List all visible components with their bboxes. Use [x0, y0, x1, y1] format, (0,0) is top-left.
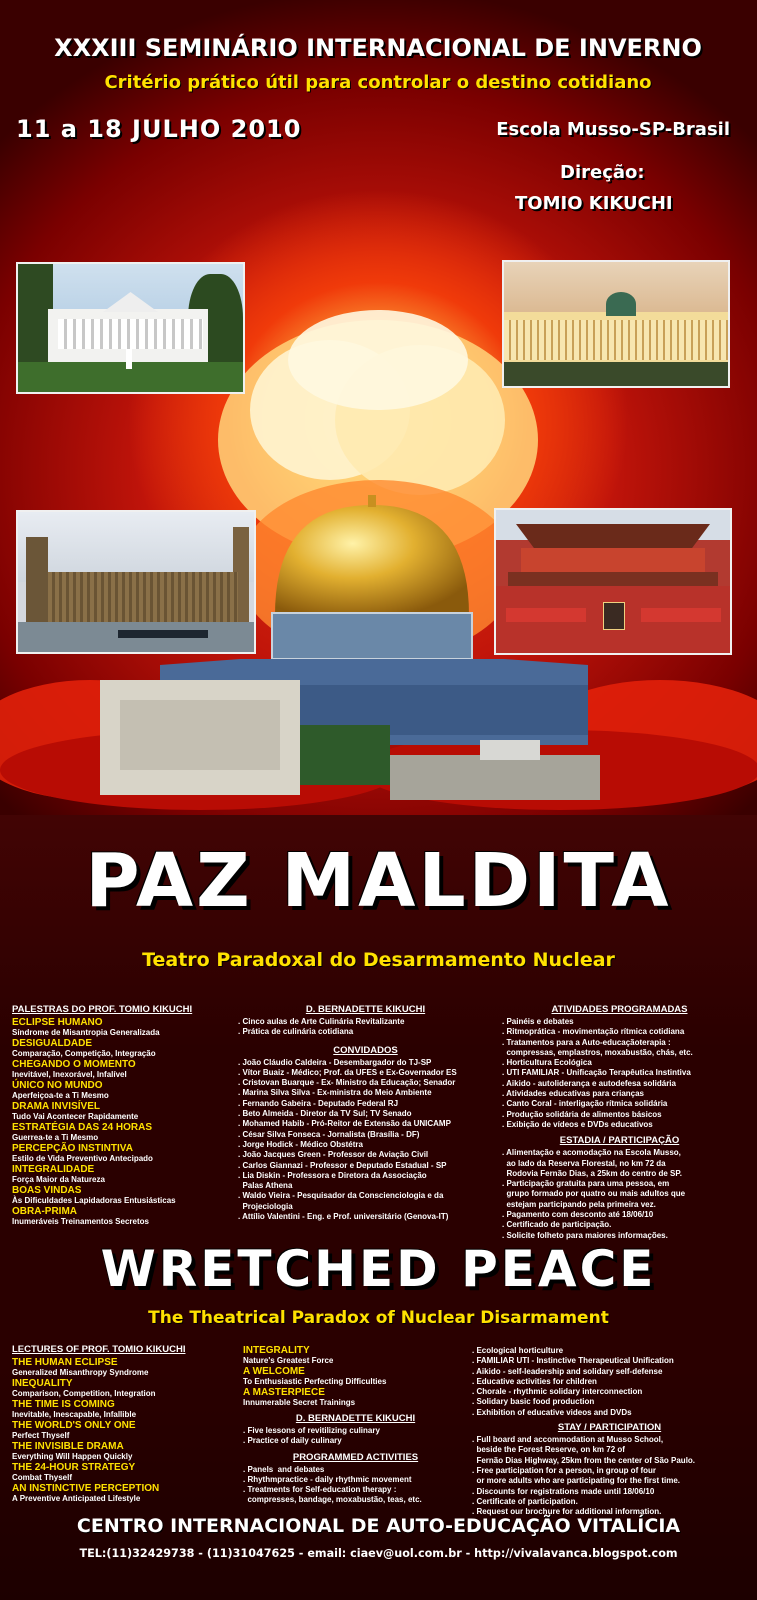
lecture-title: THE WORLD'S ONLY ONE — [12, 1420, 136, 1431]
list-item: . Treatments for Self-education therapy : — [243, 1485, 397, 1495]
event-location: Escola Musso-SP-Brasil — [496, 119, 730, 140]
lecture-title: DRAMA INVISÍVEL — [12, 1101, 100, 1112]
lecture-description: Às Dificuldades Lapidadoras Entusiásticas — [12, 1196, 176, 1205]
list-item: . Marina Silva Silva - Ex-ministra do Meio Ambiente — [238, 1088, 432, 1098]
lecture-description: Comparison, Competition, Integration — [12, 1389, 156, 1398]
lecture-description: Combat Thyself — [12, 1473, 73, 1482]
list-item: . Certificado de participação. — [502, 1220, 612, 1230]
list-item: . Exhibition of educative videos and DVDs — [472, 1407, 632, 1417]
list-item: . Exibição de vídeos e DVDs educativos — [502, 1119, 653, 1129]
director-name: TOMIO KIKUCHI — [515, 193, 673, 214]
list-item: . Atividades educativas para crianças — [502, 1089, 644, 1099]
dome-of-the-rock-illustration — [100, 495, 610, 805]
list-item: . Request our brochure for additional information. — [472, 1507, 662, 1517]
pt-guests-heading: CONVIDADOS — [333, 1044, 398, 1056]
list-item: . Practice of daily culinary — [243, 1436, 342, 1446]
seminar-title: XXXIII SEMINÁRIO INTERNACIONAL DE INVERNO — [54, 34, 702, 62]
en-stay-heading: STAY / PARTICIPATION — [557, 1422, 662, 1434]
list-item: compressas, emplastros, moxabustão, chás, etc. — [502, 1047, 693, 1057]
lecture-title: INTEGRALITY — [243, 1345, 310, 1356]
en-bernadette-list — [243, 1426, 468, 1447]
list-item: . Certificate of participation. — [472, 1496, 578, 1506]
lecture-description: Inevitable, Inescapable, Infallible — [12, 1410, 137, 1419]
footer-contact: TEL:(11)32429738 - (11)31047625 - email: ciaev@uol.com.br - http://vivalavanca.blogspot.com — [79, 1547, 678, 1560]
kremlin-palace-photo — [502, 260, 730, 388]
list-item: . Prática de culinária cotidiana — [238, 1027, 354, 1037]
pt-lectures-list — [12, 1017, 240, 1227]
list-item: . Aikido - autoliderança e autodefesa solidária — [502, 1078, 676, 1088]
list-item: . Cristovan Buarque - Ex- Ministro da Educação; Senador — [238, 1078, 456, 1088]
list-item: . César Silva Fonseca - Jornalista (Brasília - DF) — [238, 1129, 420, 1139]
list-item: . Solicite folheto para maiores informações. — [502, 1230, 668, 1240]
list-item: . João Cláudio Caldeira - Desembargador do TJ-SP — [238, 1057, 432, 1067]
list-item: Projeciologia — [238, 1201, 293, 1211]
list-item: . Rhythmpractice - daily rhythmic movement — [243, 1474, 412, 1484]
pt-bernadette-list — [238, 1017, 493, 1038]
seminar-subtitle: Critério prático útil para controlar o destino cotidiano — [104, 72, 652, 93]
list-item: . Five lessons of revitilizing culinary — [243, 1426, 380, 1435]
pt-guests-list — [238, 1058, 493, 1223]
lecture-description: Innumerable Secret Trainings — [243, 1398, 356, 1407]
lecture-description: Síndrome de Misantropia Generalizada — [12, 1028, 160, 1037]
list-item: compresses, bandage, moxabustão, teas, etc. — [243, 1495, 422, 1505]
lecture-title: INEQUALITY — [12, 1378, 73, 1389]
lecture-title: ÚNICO NO MUNDO — [12, 1080, 103, 1091]
lecture-description: Força Maior da Natureza — [12, 1175, 105, 1184]
lecture-title: ESTRATÉGIA DAS 24 HORAS — [12, 1122, 153, 1133]
list-item: . UTI FAMILIAR - Unificação Terapêutica Instintiva — [502, 1068, 691, 1078]
list-item: . João Jacques Green - Professor de Aviação Civil — [238, 1150, 429, 1160]
en-lectures2-list — [243, 1345, 468, 1408]
list-item: . Participação gratuita para uma pessoa, em — [502, 1179, 670, 1189]
lecture-description: Everything Will Happen Quickly — [12, 1452, 133, 1461]
event-dates: 11 a 18 JULHO 2010 — [16, 115, 302, 143]
list-item: . FAMILIAR UTI - Instinctive Therapeutical Unification — [472, 1356, 674, 1366]
lecture-title: THE 24-HOUR STRATEGY — [12, 1462, 136, 1473]
subtitle-pt: Teatro Paradoxal do Desarmamento Nuclear — [142, 949, 615, 971]
pt-bernadette-heading: D. BERNADETTE KIKUCHI — [305, 1004, 426, 1015]
list-item: . Mohamed Habib - Pró-Reitor de Extensão da UNICAMP — [238, 1119, 451, 1129]
white-house-photo — [16, 262, 245, 394]
lecture-title: A MASTERPIECE — [243, 1387, 325, 1398]
lecture-title: DESIGUALDADE — [12, 1038, 93, 1049]
lecture-description: Inevitável, Inexorável, Infalível — [12, 1070, 127, 1079]
lecture-description: Estilo de Vida Preventivo Antecipado — [12, 1154, 153, 1163]
subtitle-en: The Theatrical Paradox of Nuclear Disarmament — [148, 1308, 609, 1328]
lecture-title: THE HUMAN ECLIPSE — [12, 1357, 118, 1368]
pt-bernadette-column — [238, 1003, 493, 1222]
en-activities-column — [472, 1346, 747, 1517]
lecture-description: Tudo Vai Acontecer Rapidamente — [12, 1112, 139, 1121]
lecture-description: Comparação, Competição, Integração — [12, 1049, 156, 1058]
list-item: . Discounts for registrations made until 18/06/10 — [472, 1486, 655, 1496]
list-item: . Alimentação e acomodação na Escola Musso, — [502, 1148, 681, 1158]
title-en: WRETCHED PEACE — [100, 1240, 657, 1298]
lecture-title: INTEGRALIDADE — [12, 1164, 95, 1175]
lecture-title: BOAS VINDAS — [12, 1185, 82, 1196]
lecture-title: OBRA-PRIMA — [12, 1206, 77, 1217]
list-item: . Carlos Giannazi - Professor e Deputado Estadual - SP — [238, 1160, 447, 1170]
lecture-title: ECLIPSE HUMANO — [12, 1017, 103, 1028]
list-item: Palas Athena — [238, 1181, 293, 1191]
list-item: . Educative activities for children — [472, 1376, 597, 1386]
list-item: . Horticultura Ecológica — [502, 1058, 592, 1068]
list-item: Fernão Dias Highway, 25km from the center of São Paulo. — [472, 1455, 696, 1465]
lecture-title: AN INSTINCTIVE PERCEPTION — [12, 1483, 160, 1494]
list-item: . Ritmoprática - movimentação rítmica cotidiana — [502, 1027, 685, 1037]
lecture-description: Generalized Misanthropy Syndrome — [12, 1368, 149, 1377]
list-item: beside the Forest Reserve, on km 72 of — [472, 1445, 625, 1455]
list-item: . Ecological horticulture — [472, 1346, 564, 1355]
list-item: estejam participando pela primeira vez. — [502, 1199, 656, 1209]
en-lectures-heading: LECTURES OF PROF. TOMIO KIKUCHI — [12, 1344, 186, 1355]
lecture-description: Guerrea-te a Ti Mesmo — [12, 1133, 99, 1142]
list-item: . Tratamentos para a Auto-educaçãoterapia : — [502, 1037, 671, 1047]
direction-label: Direção: — [560, 162, 645, 183]
en-lectures-column — [12, 1343, 237, 1504]
lecture-title: CHEGANDO O MOMENTO — [12, 1059, 136, 1070]
lecture-description: Aperfeiçoa-te a Ti Mesmo — [12, 1091, 109, 1100]
pt-stay-heading: ESTADIA / PARTICIPAÇÃO — [559, 1135, 680, 1147]
en-programmed-list — [243, 1465, 468, 1506]
list-item: . Cinco aulas de Arte Culinária Revitalizante — [238, 1017, 405, 1026]
en-programmed-heading: PROGRAMMED ACTIVITIES — [292, 1451, 419, 1463]
list-item: . Chorale - rhythmic solidary interconnection — [472, 1387, 643, 1397]
list-item: . Vítor Buaiz - Médico; Prof. da UFES e Ex-Governador ES — [238, 1067, 457, 1077]
list-item: . Lia Diskin - Professora e Diretora da Associação — [238, 1170, 427, 1180]
lecture-description: Nature's Greatest Force — [243, 1356, 334, 1365]
en-middle-column — [243, 1345, 468, 1506]
list-item: . Attílio Valentini - Eng. e Prof. universitário (Genova-IT) — [238, 1212, 449, 1222]
list-item: . Aikido - self-leadership and solidary self-defense — [472, 1366, 663, 1376]
pt-stay-list — [502, 1148, 737, 1241]
list-item: Rodovia Fernão Dias, a 25km do centro de SP. — [502, 1168, 682, 1178]
list-item: . Painéis e debates — [502, 1017, 574, 1026]
pt-activities-list — [502, 1017, 737, 1130]
lecture-title: PERCEPÇÃO INSTINTIVA — [12, 1143, 133, 1154]
list-item: . Canto Coral - interligação rítmica solidária — [502, 1099, 668, 1109]
list-item: . Beto Almeida - Diretor da TV Sul; TV Senado — [238, 1109, 412, 1119]
pt-activities-column — [502, 1003, 737, 1241]
pt-lectures-column — [12, 1003, 240, 1227]
lecture-title: THE INVISIBLE DRAMA — [12, 1441, 124, 1452]
footer-center-name: CENTRO INTERNACIONAL DE AUTO-EDUCAÇÃO VITALÍCIA — [76, 1515, 681, 1537]
list-item: grupo formado por quatro ou mais adultos que — [502, 1189, 686, 1199]
pt-activities-heading: ATIVIDADES PROGRAMADAS — [551, 1004, 688, 1015]
lecture-title: THE TIME IS COMING — [12, 1399, 115, 1410]
list-item: . Full board and accommodation at Musso School, — [472, 1435, 664, 1445]
en-lectures-list — [12, 1357, 237, 1504]
lecture-description: Inumeráveis Treinamentos Secretos — [12, 1217, 149, 1226]
lecture-title: A WELCOME — [243, 1366, 305, 1377]
lecture-description: A Preventive Anticipated Lifestyle — [12, 1494, 141, 1503]
list-item: . Jorge Hodick - Médico Obstétra — [238, 1139, 363, 1149]
list-item: . Pagamento com desconto até 18/06/10 — [502, 1210, 654, 1220]
lecture-description: Perfect Thyself — [12, 1431, 70, 1440]
list-item: . Free participation for a person, in group of four — [472, 1465, 657, 1475]
en-stay-list — [472, 1435, 747, 1517]
list-item: . Fernando Gabeira - Deputado Federal RJ — [238, 1098, 399, 1108]
title-pt: PAZ MALDITA — [85, 838, 672, 924]
lecture-description: To Enthusiastic Perfecting Difficulties — [243, 1377, 387, 1386]
list-item: . Waldo Vieira - Pesquisador da Conscienciologia e da — [238, 1191, 444, 1201]
list-item: . Panels and debates — [243, 1464, 325, 1474]
en-bernadette-heading: D. BERNADETTE KIKUCHI — [295, 1413, 416, 1424]
list-item: ao lado da Reserva Florestal, no km 72 da — [502, 1158, 666, 1168]
pt-lectures-heading: PALESTRAS DO PROF. TOMIO KIKUCHI — [12, 1004, 193, 1015]
list-item: or more adults who are participating for the first time. — [472, 1476, 681, 1486]
list-item: . Solidary basic food production — [472, 1397, 595, 1407]
en-activities-list — [472, 1346, 747, 1418]
list-item: . Produção solidária de alimentos básicos — [502, 1109, 662, 1119]
